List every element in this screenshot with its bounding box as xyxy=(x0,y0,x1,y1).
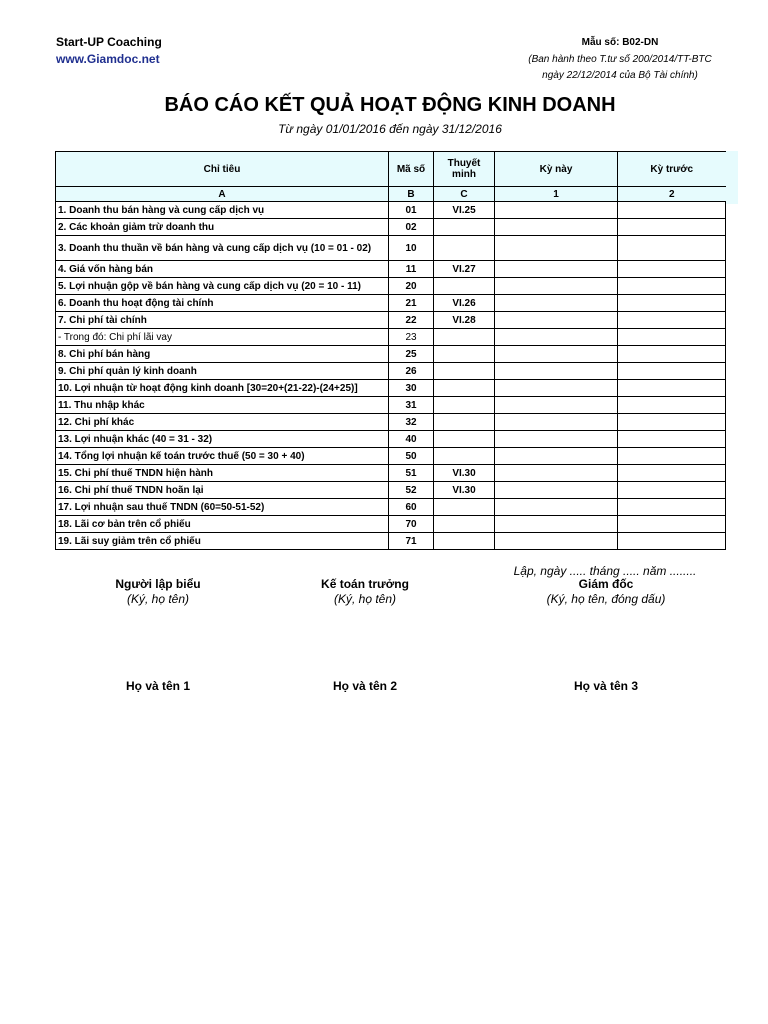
row-note xyxy=(434,448,495,465)
table-row xyxy=(56,380,726,397)
table-row xyxy=(56,499,726,516)
row-code: 31 xyxy=(389,397,434,414)
row-previous-value[interactable] xyxy=(618,346,726,363)
header-indicator: Chỉ tiêu xyxy=(56,152,389,187)
row-code: 20 xyxy=(389,278,434,295)
row-note: VI.30 xyxy=(434,482,495,499)
row-code: 50 xyxy=(389,448,434,465)
row-note xyxy=(434,363,495,380)
subheader-b: B xyxy=(389,187,434,202)
table-header-row xyxy=(56,152,726,187)
row-code: 02 xyxy=(389,219,434,236)
row-code: 10 xyxy=(389,236,434,261)
row-previous-value[interactable] xyxy=(618,533,726,550)
row-previous-value[interactable] xyxy=(618,261,726,278)
row-current-value[interactable] xyxy=(495,482,618,499)
row-note xyxy=(434,219,495,236)
row-previous-value[interactable] xyxy=(618,397,726,414)
table-row xyxy=(56,329,726,346)
report-period: Từ ngày 01/01/2016 đến ngày 31/12/2016 xyxy=(278,122,502,136)
row-note: VI.30 xyxy=(434,465,495,482)
report-title: BÁO CÁO KẾT QUẢ HOẠT ĐỘNG KINH DOANH xyxy=(164,94,616,116)
row-previous-value[interactable] xyxy=(618,363,726,380)
director-note: (Ký, họ tên, đóng dấu) xyxy=(546,592,666,606)
row-current-value[interactable] xyxy=(495,516,618,533)
header-note: Thuyết minh xyxy=(434,152,495,187)
table-row xyxy=(56,482,726,499)
table-row xyxy=(56,312,726,329)
table-row xyxy=(56,533,726,550)
row-code: 21 xyxy=(389,295,434,312)
row-label: 12. Chi phí khác xyxy=(56,414,389,431)
row-current-value[interactable] xyxy=(495,236,618,261)
row-label: 11. Thu nhập khác xyxy=(56,397,389,414)
row-code: 60 xyxy=(389,499,434,516)
director-title: Giám đốc xyxy=(578,577,634,591)
row-code: 71 xyxy=(389,533,434,550)
header-previous-period: Kỳ trước xyxy=(618,152,726,187)
preparer-title: Người lập biểu xyxy=(115,577,201,591)
chief-accountant-title: Kế toán trưởng xyxy=(321,577,409,591)
row-note xyxy=(434,516,495,533)
row-code: 30 xyxy=(389,380,434,397)
row-previous-value[interactable] xyxy=(618,431,726,448)
table-row xyxy=(56,516,726,533)
row-note xyxy=(434,380,495,397)
row-previous-value[interactable] xyxy=(618,329,726,346)
table-row xyxy=(56,465,726,482)
table-row xyxy=(56,261,726,278)
company-name: Start-UP Coaching xyxy=(56,35,162,49)
row-note: VI.25 xyxy=(434,202,495,219)
row-note: VI.27 xyxy=(434,261,495,278)
row-label: 1. Doanh thu bán hàng và cung cấp dịch vụ xyxy=(56,202,389,219)
row-note xyxy=(434,397,495,414)
row-previous-value[interactable] xyxy=(618,448,726,465)
table-row xyxy=(56,414,726,431)
income-statement-table xyxy=(55,151,726,550)
row-code: 25 xyxy=(389,346,434,363)
row-previous-value[interactable] xyxy=(618,516,726,533)
table-row xyxy=(56,202,726,219)
row-note xyxy=(434,533,495,550)
preparer-name: Họ và tên 1 xyxy=(125,679,191,693)
table-subheader-row xyxy=(56,187,726,202)
row-label: 2. Các khoản giảm trừ doanh thu xyxy=(56,219,389,236)
table-row xyxy=(56,236,726,261)
row-previous-value[interactable] xyxy=(618,414,726,431)
row-current-value[interactable] xyxy=(495,380,618,397)
row-current-value[interactable] xyxy=(495,499,618,516)
subheader-a: A xyxy=(56,187,389,202)
row-label: 13. Lợi nhuận khác (40 = 31 - 32) xyxy=(56,431,389,448)
row-previous-value[interactable] xyxy=(618,465,726,482)
table-row xyxy=(56,431,726,448)
row-current-value[interactable] xyxy=(495,278,618,295)
row-previous-value[interactable] xyxy=(618,202,726,219)
row-code: 40 xyxy=(389,431,434,448)
row-code: 51 xyxy=(389,465,434,482)
row-code: 11 xyxy=(389,261,434,278)
row-current-value[interactable] xyxy=(495,431,618,448)
table-row xyxy=(56,448,726,465)
row-label: 18. Lãi cơ bản trên cổ phiếu xyxy=(56,516,389,533)
row-label: 9. Chi phí quản lý kinh doanh xyxy=(56,363,389,380)
row-label: 14. Tổng lợi nhuận kế toán trước thuế (50 = 30 + 40) xyxy=(56,448,389,465)
signature-date-line: Lập, ngày ..... tháng ..... năm ........ xyxy=(513,564,697,578)
chief-accountant-name: Họ và tên 2 xyxy=(332,679,398,693)
row-previous-value[interactable] xyxy=(618,278,726,295)
row-note xyxy=(434,329,495,346)
row-note xyxy=(434,236,495,261)
row-label: 10. Lợi nhuận từ hoạt động kinh doanh [30=20+(21-22)-(24+25)] xyxy=(56,380,389,397)
form-regulation-note: (Ban hành theo T.tư số 200/2014/TT-BTC xyxy=(528,54,712,65)
row-previous-value[interactable] xyxy=(618,482,726,499)
row-label: 7. Chi phí tài chính xyxy=(56,312,389,329)
director-name: Họ và tên 3 xyxy=(573,679,639,693)
row-current-value[interactable] xyxy=(495,295,618,312)
row-previous-value[interactable] xyxy=(618,236,726,261)
row-note xyxy=(434,346,495,363)
row-code: 26 xyxy=(389,363,434,380)
row-current-value[interactable] xyxy=(495,202,618,219)
row-current-value[interactable] xyxy=(495,363,618,380)
chief-accountant-note: (Ký, họ tên) xyxy=(333,592,397,606)
preparer-note: (Ký, họ tên) xyxy=(126,592,190,606)
table-row xyxy=(56,278,726,295)
table-row xyxy=(56,219,726,236)
row-previous-value[interactable] xyxy=(618,499,726,516)
row-label: 19. Lãi suy giảm trên cổ phiếu xyxy=(56,533,389,550)
row-current-value[interactable] xyxy=(495,414,618,431)
row-code: 22 xyxy=(389,312,434,329)
row-previous-value[interactable] xyxy=(618,219,726,236)
row-previous-value[interactable] xyxy=(618,295,726,312)
form-number: Mẫu số: B02-DN xyxy=(581,37,659,48)
row-label: 15. Chi phí thuế TNDN hiện hành xyxy=(56,465,389,482)
subheader-2: 2 xyxy=(618,187,726,202)
row-current-value[interactable] xyxy=(495,329,618,346)
row-label: 5. Lợi nhuận gộp về bán hàng và cung cấp dịch vụ (20 = 10 - 11) xyxy=(56,278,389,295)
row-previous-value[interactable] xyxy=(618,312,726,329)
row-current-value[interactable] xyxy=(495,312,618,329)
row-note xyxy=(434,278,495,295)
row-note xyxy=(434,431,495,448)
row-code: 70 xyxy=(389,516,434,533)
row-label: 16. Chi phí thuế TNDN hoãn lại xyxy=(56,482,389,499)
row-label: - Trong đó: Chi phí lãi vay xyxy=(56,329,389,346)
table-row xyxy=(56,346,726,363)
header-code: Mã số xyxy=(389,152,434,187)
row-code: 32 xyxy=(389,414,434,431)
row-current-value[interactable] xyxy=(495,465,618,482)
row-label: 3. Doanh thu thuần về bán hàng và cung cấp dịch vụ (10 = 01 - 02) xyxy=(56,236,389,261)
row-label: 17. Lợi nhuận sau thuế TNDN (60=50-51-52) xyxy=(56,499,389,516)
header-fill-extension xyxy=(725,151,738,204)
row-label: 6. Doanh thu hoạt động tài chính xyxy=(56,295,389,312)
row-current-value[interactable] xyxy=(495,533,618,550)
website-link[interactable]: www.Giamdoc.net xyxy=(56,52,160,66)
row-current-value[interactable] xyxy=(495,261,618,278)
row-current-value[interactable] xyxy=(495,219,618,236)
row-current-value[interactable] xyxy=(495,397,618,414)
row-current-value[interactable] xyxy=(495,448,618,465)
row-current-value[interactable] xyxy=(495,346,618,363)
row-code: 01 xyxy=(389,202,434,219)
header-current-period: Kỳ này xyxy=(495,152,618,187)
row-note xyxy=(434,499,495,516)
form-regulation-date: ngày 22/12/2014 của Bộ Tài chính) xyxy=(542,70,698,81)
row-code: 52 xyxy=(389,482,434,499)
row-label: 4. Giá vốn hàng bán xyxy=(56,261,389,278)
subheader-1: 1 xyxy=(495,187,618,202)
row-code: 23 xyxy=(389,329,434,346)
row-note xyxy=(434,414,495,431)
row-label: 8. Chi phí bán hàng xyxy=(56,346,389,363)
table-row xyxy=(56,295,726,312)
row-previous-value[interactable] xyxy=(618,380,726,397)
row-note: VI.28 xyxy=(434,312,495,329)
subheader-c: C xyxy=(434,187,495,202)
table-row xyxy=(56,397,726,414)
table-row xyxy=(56,363,726,380)
row-note: VI.26 xyxy=(434,295,495,312)
